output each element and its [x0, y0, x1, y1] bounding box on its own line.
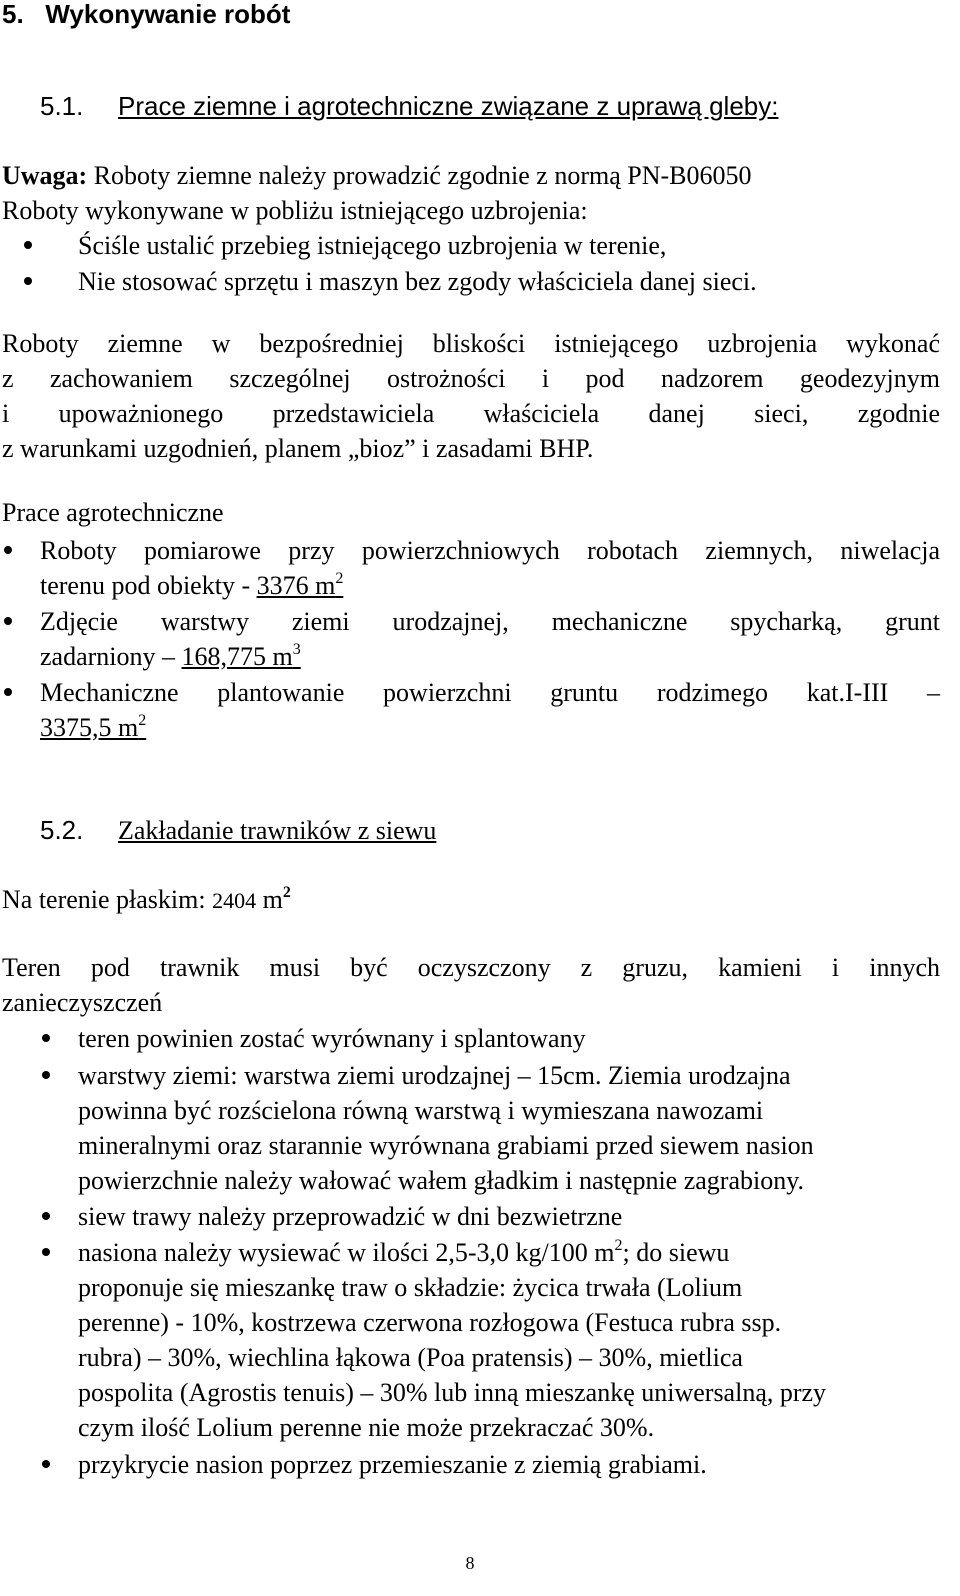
agro-item-line: Mechaniczne plantowanie powierzchni gruntu rodzimego kat.I-III – [40, 678, 940, 707]
list-item: siew trawy należy przeprowadzić w dni bezwietrzne [78, 1202, 623, 1231]
list-item: teren powinien zostać wyrównany i splantowany [78, 1024, 586, 1053]
list-item-line: proponuje się mieszankę traw o składzie: życica trwała (Lolium [78, 1273, 743, 1302]
intro-line: zanieczyszczeń [2, 988, 163, 1017]
section-number: 5. [2, 0, 24, 29]
agro-item-text: zadarniony – [40, 642, 182, 671]
bullet-icon [42, 1460, 50, 1468]
flat-label: Na terenie płaskim: [2, 885, 213, 914]
superscript: 3 [292, 641, 301, 658]
superscript: 2 [138, 712, 147, 729]
subsection-title: Prace ziemne i agrotechniczne związane z uprawą gleby: [118, 91, 779, 121]
value-text: 3375,5 m [40, 713, 139, 742]
agro-item-value [257, 571, 344, 600]
agro-title: Prace agrotechniczne [2, 498, 224, 527]
list-item-line: czym ilość Lolium perenne nie może przekraczać 30%. [78, 1413, 655, 1442]
subsection-heading-5-2 [40, 813, 83, 848]
superscript: 2 [335, 570, 344, 587]
near-utilities-text: Roboty wykonywane w pobliżu istniejącego uzbrojenia: [2, 196, 588, 225]
list-text: ; do siewu [622, 1238, 730, 1267]
bullet-icon [42, 1034, 50, 1042]
bullet-icon [24, 241, 32, 249]
list-item: przykrycie nasion poprzez przemieszanie z ziemią grabiami. [78, 1450, 707, 1479]
agro-item-line [40, 568, 343, 603]
list-item-line: pospolita (Agrostis tenuis) – 30% lub inną mieszankę uniwersalną, przy [78, 1378, 827, 1407]
list-item: Nie stosować sprzętu i maszyn bez zgody właściciela danej sieci. [78, 267, 757, 296]
bullet-icon [24, 277, 32, 285]
bullet-icon [4, 617, 12, 625]
flat-area-line [2, 882, 291, 918]
list-item-line: rubra) – 30%, wiechlina łąkowa (Poa pratensis) – 30%, mietlica [78, 1343, 743, 1372]
value-text: 3376 m [256, 571, 336, 600]
page-number: 8 [465, 1553, 475, 1573]
value-text: 168,775 m [181, 642, 293, 671]
agro-item-value [182, 642, 301, 671]
list-text: nasiona należy wysiewać w ilości 2,5-3,0 kg/100 m [78, 1238, 615, 1267]
subsection-title: Zakładanie trawników z siewu [118, 816, 437, 845]
subsection-number: 5.1. [40, 91, 84, 121]
agro-item-line [40, 710, 146, 745]
list-item-line: mineralnymi oraz starannie wyrównana grabiami przed siewem nasion [78, 1131, 814, 1160]
list-item-line: perenne) - 10%, kostrzewa czerwona rozłogowa (Festuca rubra ssp. [78, 1308, 782, 1337]
superscript: 2 [282, 884, 291, 901]
intro-line: Teren pod trawnik musi być oczyszczony z gruzu, kamieni i innych [2, 953, 940, 982]
paragraph-line: Roboty ziemne w bezpośredniej bliskości istniejącego uzbrojenia wykonać [2, 329, 940, 358]
paragraph-line: i upoważnionego przedstawiciela właściciela danej sieci, zgodnie [2, 399, 940, 428]
list-item-line: powinna być rozścielona równą warstwą i wymieszana nawozami [78, 1096, 764, 1125]
subsection-number: 5.2. [40, 815, 84, 845]
paragraph-line: z warunkami uzgodnień, planem „bioz” i zasadami BHP. [2, 434, 594, 463]
bullet-icon [4, 688, 12, 696]
list-item-line [78, 1235, 729, 1270]
section-title: Wykonywanie robót [45, 0, 291, 29]
bullet-icon [42, 1248, 50, 1256]
note-line [2, 158, 751, 193]
bullet-icon [42, 1071, 50, 1079]
bullet-icon [42, 1212, 50, 1220]
bullet-icon [4, 546, 12, 554]
list-item-line: powierzchnie należy wałować wałem gładkim i następnie zagrabiony. [78, 1166, 805, 1195]
agro-item-line: Roboty pomiarowe przy powierzchniowych robotach ziemnych, niwelacja [40, 536, 940, 565]
paragraph-line: z zachowaniem szczególnej ostrożności i pod nadzorem geodezyjnym [2, 364, 940, 393]
agro-item-line: Zdjęcie warstwy ziemi urodzajnej, mechaniczne spycharką, grunt [40, 607, 940, 636]
flat-value: 2404 [212, 888, 257, 913]
subsection-heading-5-1 [40, 89, 83, 124]
flat-unit: m [256, 885, 283, 914]
section-heading [2, 0, 290, 32]
note-text: Roboty ziemne należy prowadzić zgodnie z normą PN-B06050 [87, 161, 752, 190]
list-item-line: warstwy ziemi: warstwa ziemi urodzajnej – 15cm. Ziemia urodzajna [78, 1061, 791, 1090]
agro-item-line [40, 639, 301, 674]
superscript: 2 [614, 1237, 623, 1254]
agro-item-value [40, 713, 146, 742]
agro-item-text: terenu pod obiekty - [40, 571, 257, 600]
list-item: Ściśle ustalić przebieg istniejącego uzbrojenia w terenie, [78, 231, 667, 260]
note-label: Uwaga: [2, 161, 88, 190]
